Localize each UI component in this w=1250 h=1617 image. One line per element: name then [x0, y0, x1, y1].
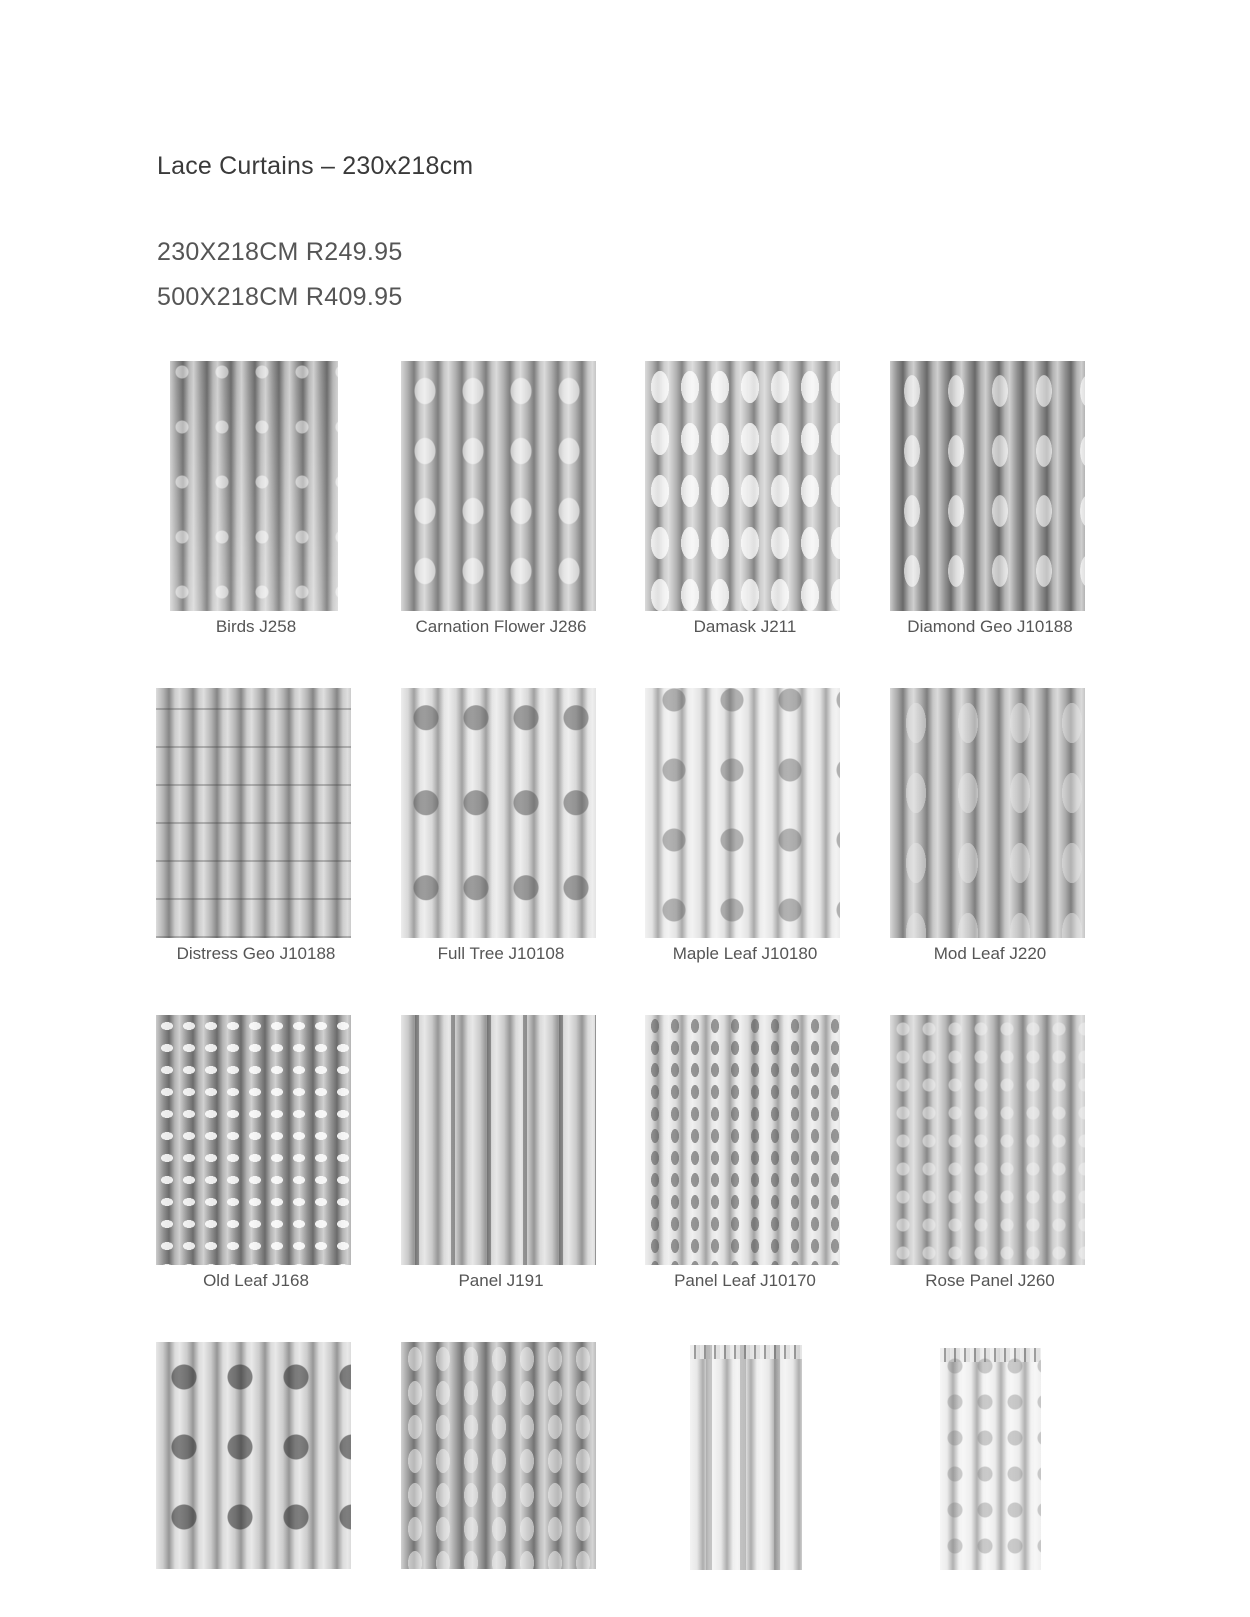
floral-lace-photo[interactable]: [156, 1342, 351, 1569]
product-caption: Damask J211: [693, 617, 797, 636]
distress-geo-lace-photo[interactable]: [156, 688, 351, 938]
page-title: Lace Curtains – 230x218cm: [157, 152, 474, 180]
product-caption: Carnation Flower J286: [415, 617, 587, 636]
damask-lace-photo[interactable]: [645, 361, 840, 611]
product-caption: Full Tree J10108: [437, 944, 565, 963]
diamond-geo-lace-photo[interactable]: [890, 361, 1085, 611]
striped-lace-photo[interactable]: [690, 1345, 802, 1570]
product-caption: Old Leaf J168: [203, 1271, 309, 1290]
product-caption: Panel Leaf J10170: [674, 1271, 816, 1290]
product-caption: Maple Leaf J10180: [672, 944, 818, 963]
ornate-lace-photo[interactable]: [401, 1342, 596, 1569]
rose-panel-lace-photo[interactable]: [890, 1015, 1085, 1265]
panel-lace-photo[interactable]: [401, 1015, 596, 1265]
carnation-lace-photo[interactable]: [401, 361, 596, 611]
product-caption: Diamond Geo J10188: [907, 617, 1073, 636]
price-500x218: 500X218CM R409.95: [157, 283, 403, 311]
old-leaf-lace-photo[interactable]: [156, 1015, 351, 1265]
rose-lace-photo[interactable]: [940, 1348, 1041, 1570]
product-caption: Mod Leaf J220: [933, 944, 1047, 963]
product-caption: Birds J258: [215, 617, 297, 636]
product-caption: Panel J191: [458, 1271, 544, 1290]
maple-leaf-lace-photo[interactable]: [645, 688, 840, 938]
birds-lace-photo[interactable]: [170, 361, 338, 611]
price-230x218: 230X218CM R249.95: [157, 238, 403, 266]
panel-leaf-lace-photo[interactable]: [645, 1015, 840, 1265]
product-caption: Distress Geo J10188: [176, 944, 336, 963]
full-tree-lace-photo[interactable]: [401, 688, 596, 938]
mod-leaf-lace-photo[interactable]: [890, 688, 1085, 938]
product-caption: Rose Panel J260: [925, 1271, 1055, 1290]
